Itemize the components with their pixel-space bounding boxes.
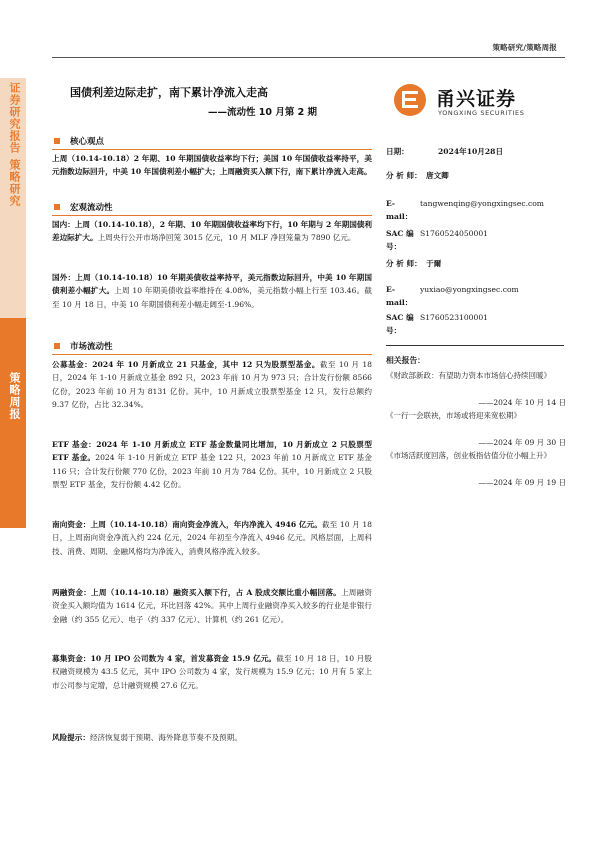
section-core xyxy=(52,135,372,150)
risk-paragraph xyxy=(52,731,372,744)
report-subtitle: ——流动性 10 月第 2 期 xyxy=(208,107,318,118)
related-heading: 相关报告： xyxy=(386,356,425,365)
foreign-body: 上周 10 年期美债收益率维持在 4.08%，美元指数小幅上行至 103.46。截至 10 月 18 日，中美 10 年期国债利差小幅走阔至-1.96%。 xyxy=(52,286,372,309)
analyst-label: 分 析 师： xyxy=(386,259,422,268)
analyst1-name: 唐文卿 xyxy=(426,171,449,180)
related-item[interactable]: 《市场活跃度回落，创业板指估值分位小幅上升》 xyxy=(386,451,551,460)
related-item[interactable]: 《一行一会联袂，市场或将迎来宽松期》 xyxy=(386,411,521,420)
margin-body: 上周融资资金买入额均值为 1614 亿元，环比回落 42%。其中上周行业融资净买入较多的行业是非银行金融（约 355 亿元）、电子（约 337 亿元）、计算机（约 261 亿元）。 xyxy=(52,588,373,624)
logo-text-en: YONGXING SECURITIES xyxy=(438,109,525,117)
section-marker-icon xyxy=(54,343,60,349)
sac-label: SAC 编号： xyxy=(386,313,414,335)
header-rule xyxy=(52,57,565,58)
risk-body: 经济恢复弱于预期、海外降息节奏不及预期。 xyxy=(89,733,242,742)
south-lead: 南向资金：上周（10.14-10.18）南向资金净流入，年内净流入 4946 亿元。 xyxy=(52,520,322,529)
sac-label: SAC 编号： xyxy=(386,229,414,251)
related-item[interactable]: 《财政部新政：有望助力资本市场信心持续回暖》 xyxy=(386,371,551,380)
margin-lead: 两融资金：上周（10.14-10.18）融资买入额下行，占 A 股成交额比重小幅回落。 xyxy=(52,588,341,597)
section-title: 市场流动性 xyxy=(70,342,113,352)
related-item-date: ——2024 年 09 月 30 日 xyxy=(478,438,566,447)
ipo-lead: 募集资金：10 月 IPO 公司数为 4 家，首发募资金 15.9 亿元。 xyxy=(52,654,277,663)
etf-lead: ETF 基金：2024 年 1-10 月新成立 ETF 基金数量同比增加，10 月新成立 2 只股票型 ETF 基金。 xyxy=(52,440,372,463)
email-label: E-mail： xyxy=(386,285,413,307)
section-macro xyxy=(52,201,372,216)
domestic-lead: 国内：上周（10.14-10.18），2 年期、10 年期国债收益率均下行，10 年期与 2 年期国债利差边际扩大。 xyxy=(52,220,372,243)
sidebar-band-highlight xyxy=(0,318,26,528)
domestic-body: 上周央行公开市场净回笼 3015 亿元，10 月 MLF 净回笼量为 7890 亿元。 xyxy=(97,233,356,243)
analyst2-name: 于爾 xyxy=(426,259,442,268)
analyst2-sac: S1760523100001 xyxy=(420,313,489,322)
section-title: 宏观流动性 xyxy=(70,203,113,213)
core-paragraph xyxy=(52,152,372,179)
analyst-label: 分 析 师： xyxy=(386,171,422,180)
core-summary: 上周（10.14-10.18）2 年期、10 年期国债收益率均下行；美国 10 年国债收益率持平，美元指数边际回升，中美 10 年国债利差小幅扩大；上周融资买入额下行，南下累计净流入走高。 xyxy=(52,154,372,177)
related-rule xyxy=(386,345,564,346)
company-logo xyxy=(392,80,552,120)
analyst1-sac: S1760524050001 xyxy=(420,229,489,238)
ipo-paragraph xyxy=(52,652,372,692)
ipo-body: 截至 10 月 18 日，10 月股权融资规模为 43.5 亿元，其中 IPO 公司数为 4 家，发行规模为 15.9 亿元；10 月有 5 家上市公司参与定增，总计融资规模 27.6 亿元。 xyxy=(52,654,372,690)
report-category: 策略研究/策略周报 xyxy=(492,43,557,52)
south-body: 截至 10 月 18 日，上周南向资金净流入约 224 亿元，2024 年初至今净流入 4946 亿元。风格层面，上周科技、消费、周期、金融风格均为净流入，消费风格净流入较多。 xyxy=(52,520,372,556)
risk-lead: 风险提示： xyxy=(52,733,90,742)
section-title: 核心观点 xyxy=(70,137,105,147)
etf-body: 2024 年 1-10 月新成立 ETF 基金 122 只，2023 年前 10 月新成立 ETF 基金 116 只；合计发行份额 770 亿份，2023 年前 10 月为 784 亿份。其中，10 月新成立 2 只股票型 ETF 基金，发行份额 4.42 亿份。 xyxy=(52,453,372,489)
sidebar-label-bottom: 策略周报 xyxy=(8,372,21,420)
analyst2-email[interactable]: yuxiao@yongxingsec.com xyxy=(420,285,519,294)
section-marker-icon xyxy=(54,204,60,210)
section-marker-icon xyxy=(54,138,60,144)
related-item-date: ——2024 年 09 月 19 日 xyxy=(478,478,566,487)
analyst1-email[interactable]: tangwenqing@yongxingsec.com xyxy=(420,199,545,208)
foreign-lead: 国外：上周（10.14-10.18）10 年期美债收益率持平，美元指数边际回升，中美 10 年期国债利差小幅扩大。 xyxy=(52,273,372,296)
etf-paragraph xyxy=(52,438,372,491)
fund-paragraph xyxy=(52,358,372,411)
related-item-date: ——2024 年 10 月 14 日 xyxy=(478,398,566,407)
email-label: E-mail： xyxy=(386,199,413,221)
domestic-paragraph xyxy=(52,218,372,245)
fund-body: 截至 10 月 18 日，2024 年 1-10 月新成立基金 892 只，2023 年前 10 月为 973 只；合计发行份额 8566 亿份，2023 年前 10 月为 8131 亿份。其中，10 月新成立股票型基金 12 只，发行总额约 9.37 亿份，占比 32.34%。 xyxy=(52,360,372,409)
section-market xyxy=(52,340,372,355)
logo-mark-icon xyxy=(392,82,428,118)
margin-paragraph xyxy=(52,586,372,626)
date-label: 日期： xyxy=(386,147,409,156)
foreign-paragraph xyxy=(52,271,372,311)
fund-lead: 公募基金：2024 年 10 月新成立 21 只基金，其中 12 只为股票型基金。 xyxy=(52,360,320,369)
south-paragraph xyxy=(52,518,372,558)
sidebar-label-top: 证券研究报告 策略研究 xyxy=(8,82,21,207)
date-value: 2024年10月28日 xyxy=(438,147,504,156)
logo-text-cn: 甬兴证券 xyxy=(436,88,517,110)
report-title: 国债利差边际走扩，南下累计净流入走高 xyxy=(70,86,268,99)
